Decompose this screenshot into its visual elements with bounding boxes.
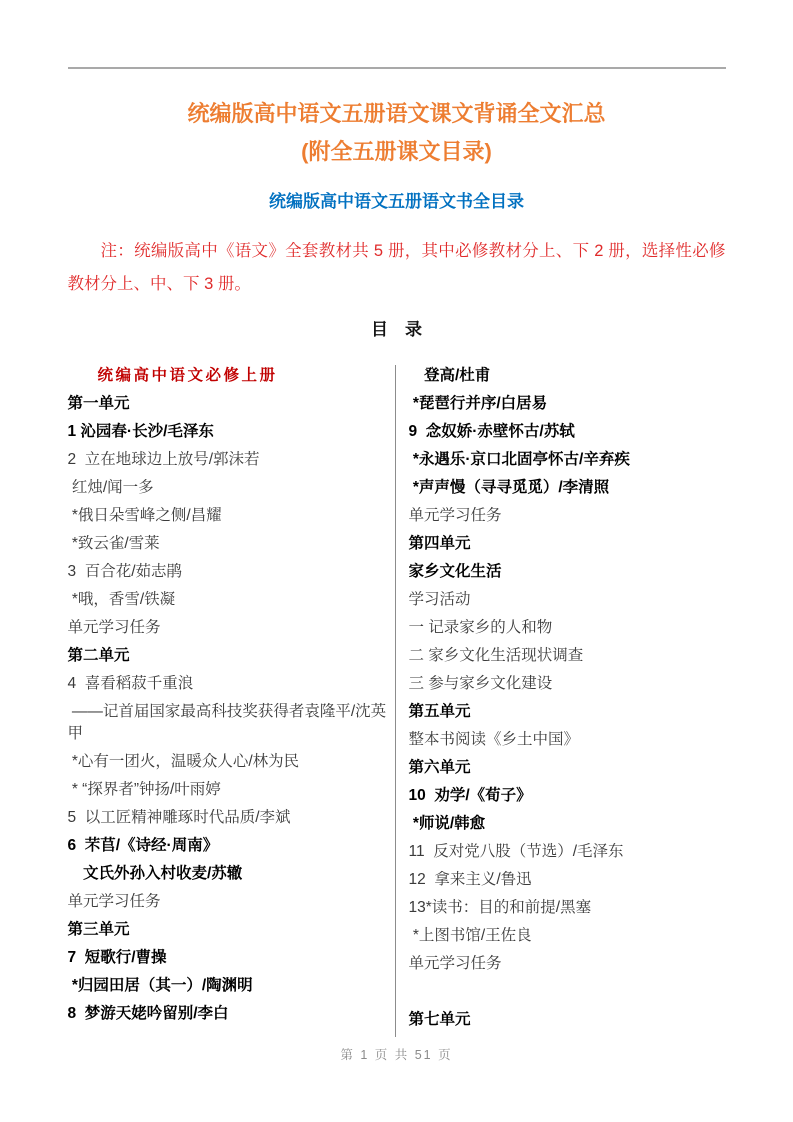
toc-line: 三 参与家乡文化建设 [408, 674, 553, 692]
toc-line: 单元学习任务 [408, 506, 502, 524]
note-paragraph: 注：统编版高中《语文》全套教材共 5 册，其中必修教材分上、下 2 册，选择性必修教材分上、中、下 3 册。 [67, 242, 726, 293]
doc-title [68, 95, 726, 171]
toc-line: *琵琶行并序/白居易 [408, 394, 548, 412]
toc-line: 7 短歌行/曹操 [67, 948, 167, 966]
toc-line: *心有一团火，温暖众人心/林为民 [67, 752, 300, 770]
toc-line: 第四单元 [408, 534, 471, 552]
toc-column-right [396, 365, 726, 1037]
toc-line: 单元学习任务 [67, 892, 161, 910]
toc-line: 第五单元 [408, 702, 471, 720]
toc-line: * “探界者”钟扬/叶雨婷 [67, 780, 221, 798]
toc-line: 1 沁园春·长沙/毛泽东 [67, 422, 214, 440]
toc-line: *上图书馆/王佐良 [408, 926, 532, 944]
toc-line: 红烛/闻一多 [67, 478, 154, 496]
toc-line: 第三单元 [67, 920, 130, 938]
toc-line: 5 以工匠精神雕琢时代品质/李斌 [67, 808, 291, 826]
toc-line: 9 念奴娇·赤壁怀古/苏轼 [408, 422, 575, 440]
toc-line: 统编高中语文必修上册 [97, 366, 278, 384]
page-number-footer: 第 1 页 共 51 页 [340, 1047, 453, 1062]
toc-line: 单元学习任务 [67, 618, 161, 636]
toc-line: 6 芣苢/《诗经·周南》 [67, 836, 219, 854]
doc-title-line2: (附全五册课文目录) [301, 139, 492, 164]
toc-line: 单元学习任务 [408, 954, 502, 972]
toc-line: 2 立在地球边上放号/郭沫若 [67, 450, 260, 468]
toc-column-left [68, 365, 395, 1037]
toc-line: 第一单元 [67, 394, 130, 412]
toc-columns [68, 365, 726, 1037]
toc-line: *致云雀/雪莱 [67, 534, 160, 552]
toc-line: 登高/杜甫 [408, 366, 491, 384]
header-rule [68, 67, 726, 69]
toc-line: 10 劝学/《荀子》 [408, 786, 532, 804]
toc-line: 第七单元 [408, 1010, 471, 1028]
toc-line: 12 拿来主义/鲁迅 [408, 870, 532, 888]
doc-title-line1: 统编版高中语文五册语文课文背诵全文汇总 [187, 101, 606, 126]
toc-line: *师说/韩愈 [408, 814, 486, 832]
doc-subtitle: 统编版高中语文五册语文书全目录 [269, 192, 524, 211]
toc-line: 13*读书：目的和前提/黑塞 [408, 898, 592, 916]
toc-line: 第六单元 [408, 758, 471, 776]
toc-heading: 目 录 [371, 319, 422, 339]
toc-line: *永遇乐·京口北固亭怀古/辛弃疾 [408, 450, 630, 468]
toc-line: *哦，香雪/铁凝 [67, 590, 176, 608]
toc-line [409, 981, 726, 1003]
toc-line: *俄日朵雪峰之侧/昌耀 [67, 506, 222, 524]
toc-line: 3 百合花/茹志鹃 [67, 562, 183, 580]
toc-line: 文氏外孙入村收麦/苏辙 [67, 864, 243, 882]
toc-line: *归园田居（其一）/陶渊明 [67, 976, 253, 994]
toc-line: 整本书阅读《乡土中国》 [408, 730, 580, 748]
toc-line: 4 喜看稻菽千重浪 [67, 674, 194, 692]
toc-line: 家乡文化生活 [408, 562, 502, 580]
toc-line: 学习活动 [408, 590, 471, 608]
page-content [68, 67, 726, 1063]
toc-line: ——记首届国家最高科技奖获得者袁隆平/沈英甲 [67, 702, 387, 742]
toc-line: 二 家乡文化生活现状调查 [408, 646, 584, 664]
toc-line: 11 反对党八股（节选）/毛泽东 [408, 842, 624, 860]
toc-line: 第二单元 [67, 646, 130, 664]
toc-line: 8 梦游天姥吟留别/李白 [67, 1004, 229, 1022]
toc-line: *声声慢（寻寻觅觅）/李清照 [408, 478, 610, 496]
toc-line: 一 记录家乡的人和物 [408, 618, 553, 636]
